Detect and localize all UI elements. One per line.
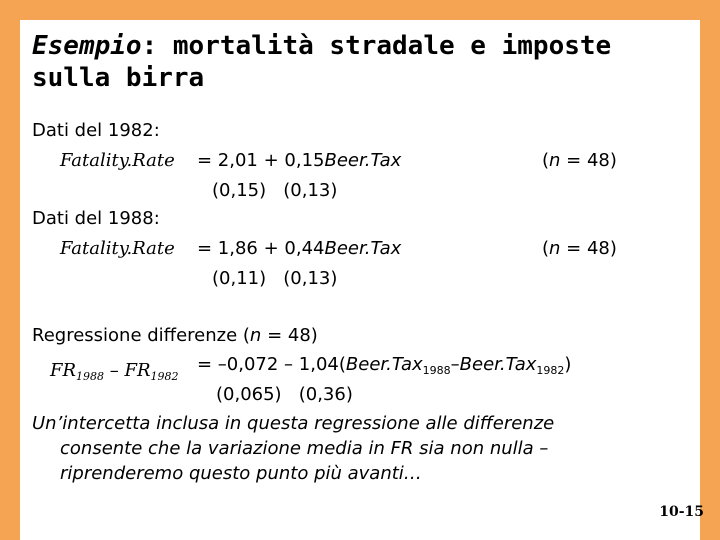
section3-label-n: n <box>249 325 262 346</box>
note-line1: Un’intercetta inclusa in questa regressione alle differenze <box>32 413 555 434</box>
section2-n <box>542 238 617 260</box>
slide-title <box>32 30 611 94</box>
section1-var: Beer.Tax <box>324 150 402 171</box>
section1-n <box>542 150 617 172</box>
section3-lhs <box>50 360 179 388</box>
section1-equation <box>197 150 401 172</box>
section1-lhs: Fatality.Rate <box>60 150 175 171</box>
section3-equation <box>197 354 571 382</box>
section3-label-post: = 48) <box>261 325 318 346</box>
section3-var-a-sub: 1988 <box>422 364 451 377</box>
section2-var: Beer.Tax <box>324 238 402 259</box>
section2-n-close: = 48) <box>560 238 617 259</box>
section1-label: Dati del 1982: <box>32 120 160 141</box>
section3-var-b-sub: 1982 <box>536 364 565 377</box>
section1-eq-text: = 2,01 + 0,15 <box>197 150 325 171</box>
section1-n-close: = 48) <box>560 150 617 171</box>
section3-lhs-minus: – <box>104 360 125 381</box>
section2-lhs: Fatality.Rate <box>60 238 175 259</box>
section3-lhs-b: FR <box>124 360 151 381</box>
section2-label: Dati del 1988: <box>32 208 160 229</box>
title-emphasis: Esempio <box>32 31 142 61</box>
note-line3: riprenderemo questo punto più avanti… <box>60 463 422 484</box>
section3-var-b: Beer.Tax <box>459 354 537 375</box>
section3-lhs-a-sub: 1988 <box>76 370 105 383</box>
section3-lhs-a: FR <box>50 360 77 381</box>
section1-std-errors: (0,15) (0,13) <box>212 180 338 201</box>
title-line1-rest: : mortalità stradale e imposte <box>141 31 612 61</box>
section2-n-var: n <box>549 238 561 259</box>
slide <box>20 20 700 540</box>
section3-label-pre: Regressione differenze ( <box>32 325 250 346</box>
section1-n-open: ( <box>542 150 550 171</box>
section3-lhs-b-sub: 1982 <box>150 370 179 383</box>
section3-var-a: Beer.Tax <box>345 354 423 375</box>
section1-n-var: n <box>549 150 561 171</box>
section3-std-errors: (0,065) (0,36) <box>216 384 353 405</box>
section2-equation <box>197 238 401 260</box>
section2-std-errors: (0,11) (0,13) <box>212 268 338 289</box>
page-number: 10-15 <box>659 504 704 520</box>
section3-close: ) <box>564 354 572 375</box>
section3-label <box>32 325 318 347</box>
section2-eq-text: = 1,86 + 0,44 <box>197 238 325 259</box>
section3-eq-text: = –0,072 – 1,04( <box>197 354 346 375</box>
note-line2: consente che la variazione media in FR sia non nulla – <box>60 438 549 459</box>
section3-dash: – <box>450 354 460 375</box>
section2-n-open: ( <box>542 238 550 259</box>
title-line2: sulla birra <box>32 63 205 93</box>
